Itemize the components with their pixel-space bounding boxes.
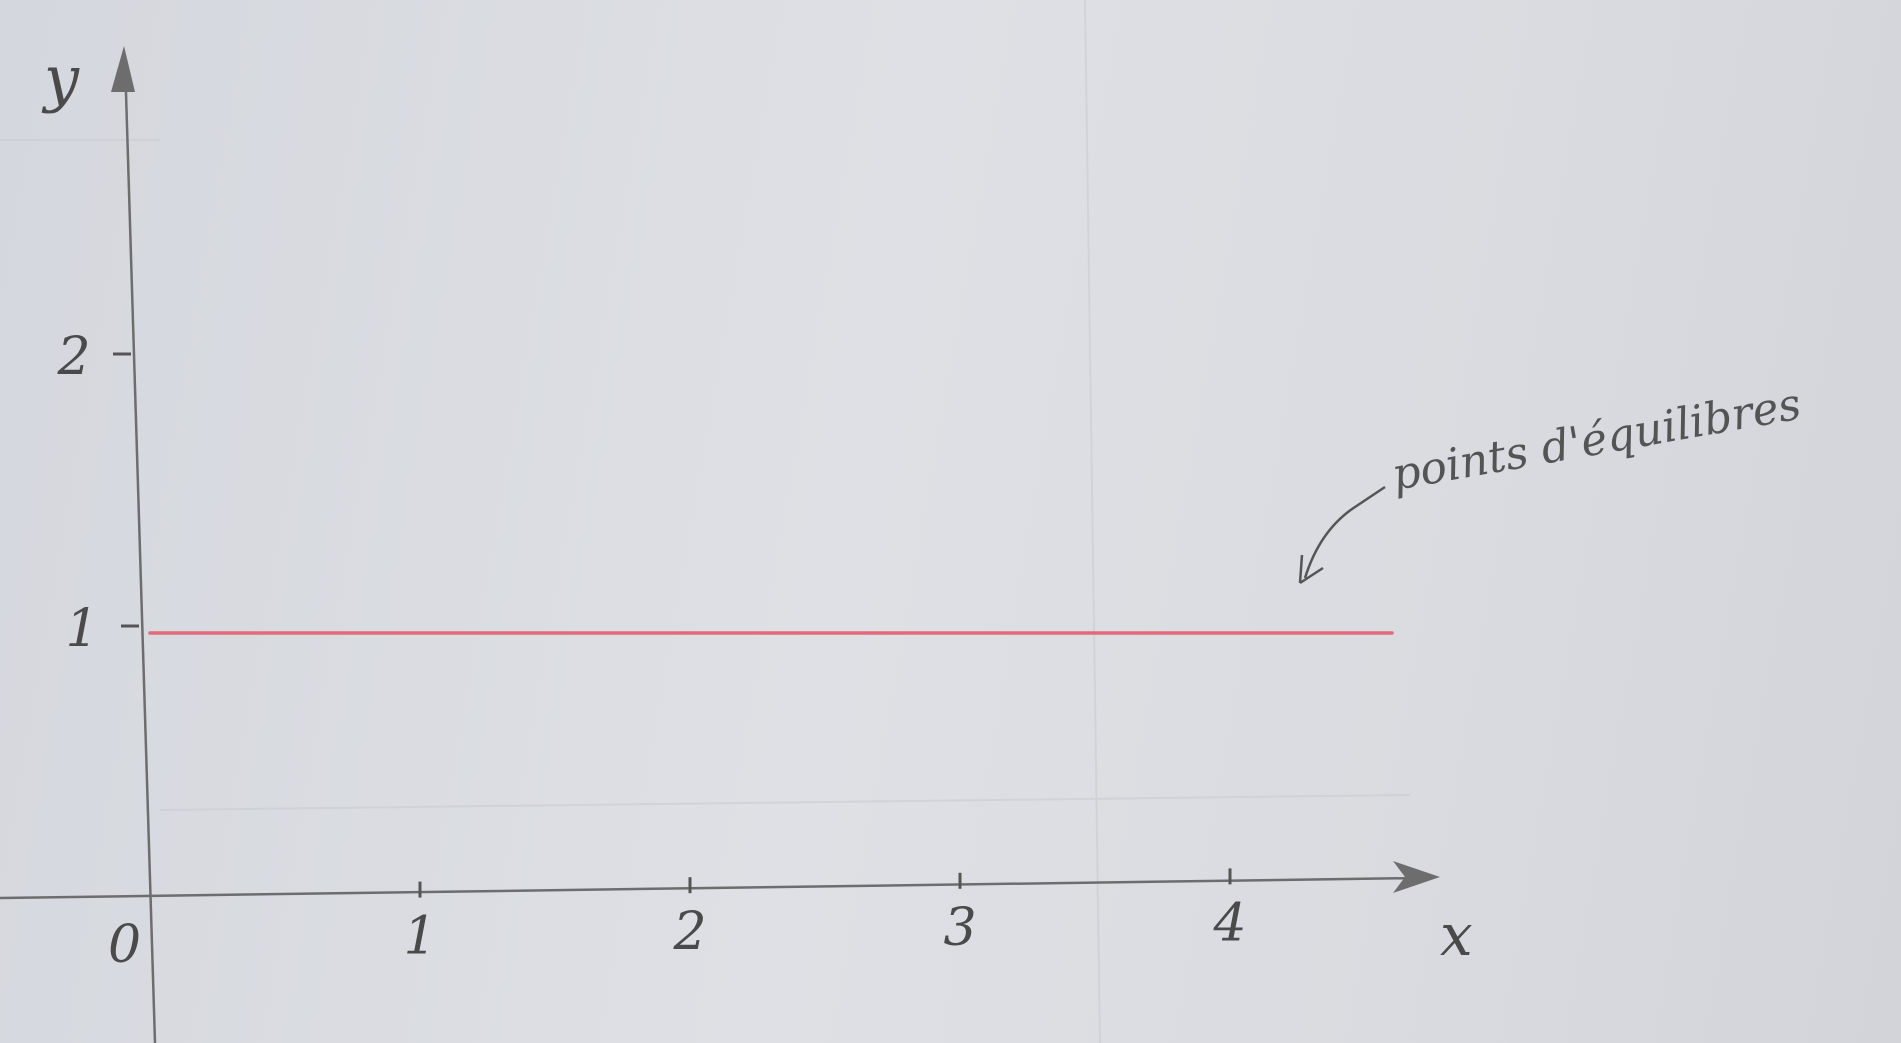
y-tick-label-1: 1 — [65, 599, 99, 659]
x-axis — [0, 878, 1420, 898]
tick-marks — [113, 354, 1230, 898]
origin-label: 0 — [108, 915, 142, 975]
x-tick-label-4: 4 — [1213, 893, 1247, 954]
y-axis-arrowhead — [111, 46, 135, 92]
tick-labels — [56, 327, 1246, 967]
annotation-text: points d'équilibres — [1388, 378, 1805, 501]
x-axis-label: x — [1440, 901, 1473, 969]
x-tick-label-3: 3 — [943, 897, 977, 958]
y-axis-label: y — [44, 42, 80, 115]
x-axis-arrowhead — [1393, 861, 1440, 893]
x-tick-label-1: 1 — [403, 906, 437, 967]
y-tick-label-2: 2 — [57, 327, 91, 387]
x-tick-label-2: 2 — [673, 902, 707, 963]
annotation-arrow — [1305, 487, 1385, 578]
annotation — [1300, 379, 1805, 583]
